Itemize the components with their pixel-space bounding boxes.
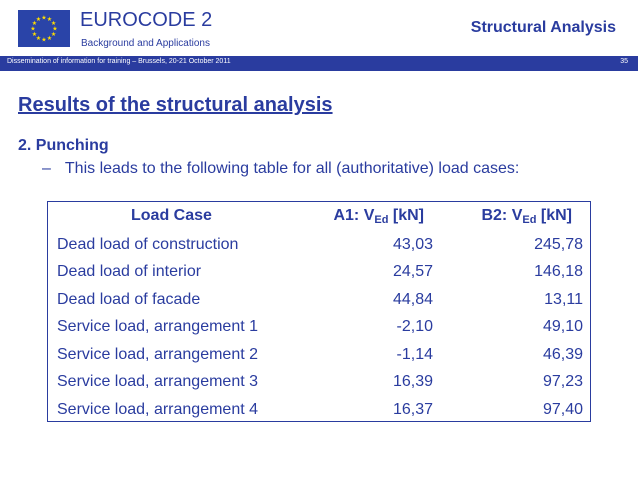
- bullet-text: This leads to the following table for all (authoritative) load cases:: [64, 160, 520, 177]
- row-load-case: Service load, arrangement 4: [57, 400, 258, 418]
- row-load-case: Dead load of construction: [57, 235, 239, 253]
- slide-title: Results of the structural analysis: [18, 94, 333, 116]
- header-a1: [333, 202, 424, 231]
- header-b2-suffix: [kN]: [536, 207, 572, 224]
- flag-star-icon: ★: [41, 37, 47, 44]
- table-row: [48, 368, 590, 396]
- header-b2-sub: Ed: [522, 214, 537, 226]
- header-a1-sub: Ed: [374, 214, 389, 226]
- row-a1-value: 16,37: [392, 400, 433, 418]
- row-a1-value: -2,10: [396, 318, 433, 335]
- flag-star-icon: ★: [52, 26, 58, 33]
- row-b2-value: 245,78: [534, 235, 583, 253]
- table-row: [48, 258, 590, 286]
- brand-title: EUROCODE 2: [80, 9, 213, 31]
- info-banner: [0, 56, 638, 71]
- row-load-case: Dead load of facade: [57, 290, 201, 308]
- row-a1-value: 44,84: [392, 290, 433, 308]
- page-number: 35: [620, 58, 628, 65]
- section-title: Structural Analysis: [470, 19, 616, 36]
- row-load-case: Service load, arrangement 3: [57, 373, 258, 390]
- row-a1-value: 16,39: [392, 373, 433, 390]
- slide-header: [0, 0, 638, 56]
- row-b2-value: 13,11: [544, 290, 583, 308]
- bullet-punching: 2. Punching: [18, 137, 109, 154]
- row-b2-value: 46,39: [542, 345, 583, 363]
- brand-subtitle: Background and Applications: [81, 38, 210, 49]
- row-load-case: Dead load of interior: [57, 263, 202, 280]
- flag-star-icon: ★: [35, 36, 42, 43]
- header-a1-suffix: [kN]: [388, 207, 424, 224]
- flag-star-icon: ★: [50, 21, 57, 27]
- row-b2-value: 49,10: [542, 318, 583, 335]
- table-row: [48, 313, 590, 341]
- table-row: [48, 396, 590, 424]
- flag-star-icon: ★: [31, 32, 38, 38]
- banner-text: Dissemination of information for training – Brussels, 20-21 October 2011: [7, 58, 231, 65]
- row-b2-value: 146,18: [534, 263, 583, 280]
- row-a1-value: 24,57: [392, 263, 433, 280]
- row-load-case: Service load, arrangement 1: [57, 318, 258, 335]
- flag-star-icon: ★: [46, 36, 53, 43]
- header-load-case: Load Case: [131, 207, 212, 224]
- table-row: [48, 286, 590, 314]
- bullet-table-intro: [42, 160, 519, 178]
- row-a1-value: 43,03: [392, 235, 433, 253]
- eu-flag-icon: [18, 10, 70, 47]
- header-b2: [481, 202, 572, 231]
- table-row: [48, 341, 590, 369]
- row-b2-value: 97,40: [542, 400, 583, 418]
- row-load-case: Service load, arrangement 2: [57, 345, 258, 363]
- flag-star-icon: ★: [31, 21, 38, 27]
- flag-star-icon: ★: [50, 32, 57, 38]
- row-a1-value: -1,14: [396, 345, 433, 363]
- flag-star-icon: ★: [35, 16, 42, 23]
- table-row: [48, 231, 590, 259]
- header-b2-prefix: B2: V: [481, 207, 523, 224]
- flag-star-icon: ★: [46, 16, 53, 23]
- row-b2-value: 97,23: [542, 373, 583, 390]
- header-a1-prefix: A1: V: [333, 207, 375, 224]
- table-header-row: [48, 202, 590, 231]
- flag-star-icon: ★: [41, 15, 47, 22]
- load-case-table: [47, 201, 591, 422]
- flag-star-icon: ★: [30, 26, 36, 33]
- bullet-dash: –: [42, 160, 51, 177]
